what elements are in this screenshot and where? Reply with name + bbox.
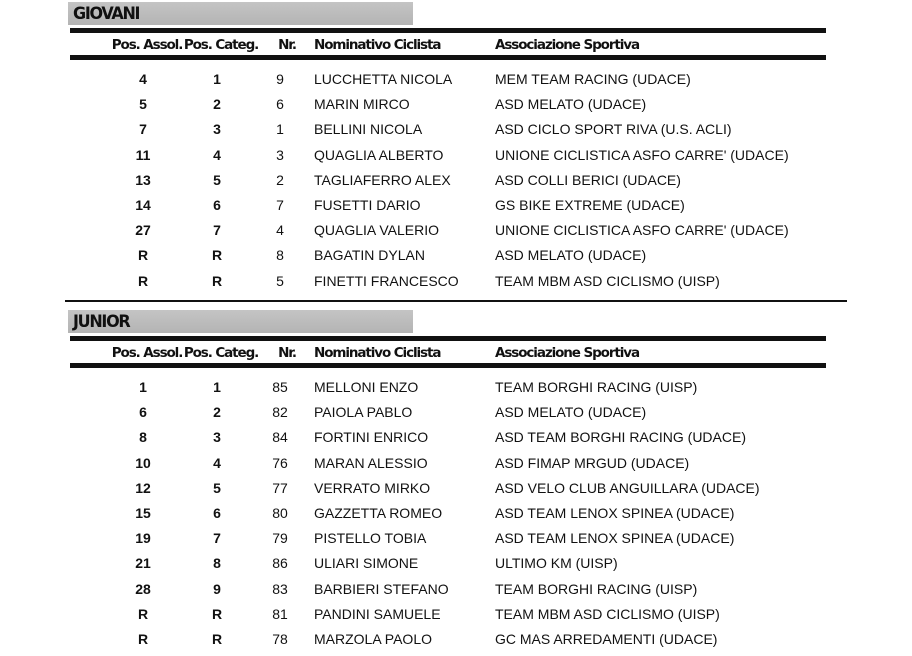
- pos-categ-cell-text: 8: [213, 555, 221, 572]
- pos-categ-cell-text: 9: [213, 580, 221, 597]
- header-top-rule: [70, 336, 826, 341]
- pos-assol-cell-text: 19: [135, 530, 151, 547]
- team-cell: ASD COLLI BERICI (UDACE): [495, 171, 681, 188]
- race-number-cell-text: 2: [276, 171, 284, 188]
- race-number-cell-text: 84: [272, 429, 288, 446]
- pos-categ-cell-text: R: [211, 247, 223, 264]
- team-cell: ASD VELO CLUB ANGUILLARA (UDACE): [495, 479, 760, 496]
- rider-name-cell: BAGATIN DYLAN: [314, 247, 425, 264]
- pos-assol-cell-text: R: [137, 272, 149, 289]
- rider-name-cell: PAIOLA PABLO: [314, 404, 413, 421]
- race-number-cell-text: 79: [272, 530, 288, 547]
- table-row: [0, 555, 912, 580]
- pos-categ-cell-text: 4: [213, 454, 221, 471]
- pos-assol-cell-text: 10: [135, 454, 151, 471]
- pos-categ-cell-text: 5: [213, 479, 221, 496]
- team-cell: TEAM BORGHI RACING (UISP): [495, 379, 698, 395]
- team-cell: ASD CICLO SPORT RIVA (U.S. ACLI): [495, 121, 732, 138]
- header-bottom-rule: [70, 55, 826, 60]
- header-nr: Nr.: [278, 37, 296, 53]
- race-number-cell-text: 1: [276, 121, 284, 138]
- table-row: [0, 505, 912, 530]
- pos-assol-cell-text: 6: [139, 404, 147, 421]
- pos-categ-cell-text: 7: [213, 222, 221, 239]
- team-cell: ASD TEAM BORGHI RACING (UDACE): [495, 429, 746, 446]
- table-row: [0, 172, 912, 197]
- team-cell: TEAM BORGHI RACING (UISP): [495, 580, 698, 597]
- pos-assol-cell-text: 28: [135, 580, 151, 597]
- rider-name-cell: PISTELLO TOBIA: [314, 530, 427, 547]
- pos-assol-cell-text: 11: [135, 146, 151, 163]
- team-cell: MEM TEAM RACING (UDACE): [495, 71, 691, 87]
- rider-name-cell: ULIARI SIMONE: [314, 555, 419, 572]
- race-number-cell-text: 86: [272, 555, 288, 572]
- rider-name-cell: GAZZETTA ROMEO: [314, 505, 443, 521]
- header-pos-categ: Pos. Categ.: [183, 345, 259, 361]
- rider-name-cell: MARIN MIRCO: [314, 96, 410, 113]
- pos-assol-cell-text: 7: [139, 121, 147, 138]
- header-nominativo: Nominativo Ciclista: [314, 37, 441, 53]
- race-number-cell-text: 80: [272, 505, 288, 521]
- rider-name-cell: QUAGLIA VALERIO: [314, 222, 440, 239]
- pos-categ-cell-text: 6: [213, 505, 221, 521]
- rider-name-cell: BARBIERI STEFANO: [314, 580, 449, 597]
- table-row: [0, 480, 912, 505]
- pos-categ-cell-text: 2: [213, 404, 221, 421]
- pos-categ-cell-text: 3: [213, 121, 221, 138]
- header-nr: Nr.: [278, 345, 296, 361]
- header-pos-categ: Pos. Categ.: [183, 37, 259, 53]
- pos-assol-cell-text: 4: [139, 71, 147, 87]
- table-row: [0, 222, 912, 247]
- table-row: [0, 147, 912, 172]
- pos-assol-cell-text: 8: [139, 429, 147, 446]
- table-row: [0, 96, 912, 121]
- rider-name-cell: LUCCHETTA NICOLA: [314, 71, 453, 87]
- pos-assol-cell-text: 21: [135, 555, 151, 572]
- team-cell: ASD MELATO (UDACE): [495, 247, 647, 264]
- rider-name-cell: TAGLIAFERRO ALEX: [314, 171, 451, 188]
- team-cell: ASD MELATO (UDACE): [495, 96, 647, 113]
- table-row: [0, 631, 912, 656]
- category-banner-junior: [68, 310, 413, 333]
- race-number-cell-text: 76: [272, 454, 288, 471]
- pos-categ-cell-text: R: [211, 605, 223, 622]
- table-row: [0, 71, 912, 96]
- header-nominativo: Nominativo Ciclista: [314, 345, 441, 361]
- race-number-cell-text: 85: [272, 379, 288, 395]
- header-associazione: Associazione Sportiva: [495, 345, 639, 361]
- team-cell: GS BIKE EXTREME (UDACE): [495, 197, 685, 213]
- table-row: [0, 121, 912, 146]
- pos-categ-cell-text: R: [211, 272, 223, 289]
- team-cell: ASD MELATO (UDACE): [495, 404, 647, 421]
- race-number-cell-text: 6: [276, 96, 284, 113]
- header-pos-assol: Pos. Assol.: [111, 345, 183, 361]
- table-row: [0, 273, 912, 298]
- table-row: [0, 247, 912, 272]
- team-cell: ASD TEAM LENOX SPINEA (UDACE): [495, 505, 735, 521]
- category-title: GIOVANI: [73, 3, 140, 24]
- pos-categ-cell-text: R: [211, 631, 223, 647]
- pos-assol-cell-text: 12: [135, 479, 151, 496]
- header-pos-assol: Pos. Assol.: [111, 37, 183, 53]
- header-bottom-rule: [70, 363, 826, 368]
- table-row: [0, 379, 912, 404]
- rider-name-cell: BELLINI NICOLA: [314, 121, 423, 138]
- rider-name-cell: MELLONI ENZO: [314, 379, 419, 395]
- team-cell: TEAM MBM ASD CICLISMO (UISP): [495, 605, 720, 622]
- rider-name-cell: PANDINI SAMUELE: [314, 605, 441, 622]
- team-cell: TEAM MBM ASD CICLISMO (UISP): [495, 272, 720, 289]
- table-row: [0, 581, 912, 606]
- pos-assol-cell-text: R: [137, 605, 149, 622]
- race-number-cell-text: 5: [276, 272, 284, 289]
- pos-assol-cell-text: R: [137, 247, 149, 264]
- pos-categ-cell-text: 1: [213, 379, 221, 395]
- race-number-cell-text: 4: [276, 222, 284, 239]
- pos-categ-cell-text: 2: [213, 96, 221, 113]
- pos-assol-cell-text: 15: [135, 505, 151, 521]
- rider-name-cell: MARZOLA PAOLO: [314, 631, 432, 647]
- race-number-cell-text: 8: [276, 247, 284, 264]
- rider-name-cell: MARAN ALESSIO: [314, 454, 428, 471]
- pos-categ-cell-text: 4: [213, 146, 221, 163]
- race-number-cell-text: 9: [276, 71, 284, 87]
- category-title: JUNIOR: [73, 311, 130, 332]
- pos-categ-cell-text: 6: [213, 197, 221, 213]
- race-number-cell-text: 81: [272, 605, 288, 622]
- pos-categ-cell-text: 5: [213, 171, 221, 188]
- pos-assol-cell-text: 14: [135, 197, 151, 213]
- header-top-rule: [70, 28, 826, 33]
- team-cell: ASD FIMAP MRGUD (UDACE): [495, 454, 690, 471]
- pos-assol-cell-text: 27: [135, 222, 151, 239]
- pos-assol-cell-text: R: [137, 631, 149, 647]
- team-cell: UNIONE CICLISTICA ASFO CARRE' (UDACE): [495, 146, 789, 163]
- team-cell: ULTIMO KM (UISP): [495, 555, 618, 572]
- rider-name-cell: FUSETTI DARIO: [314, 197, 421, 213]
- table-row: [0, 455, 912, 480]
- pos-assol-cell-text: 5: [139, 96, 147, 113]
- team-cell: UNIONE CICLISTICA ASFO CARRE' (UDACE): [495, 222, 789, 239]
- pos-categ-cell-text: 1: [213, 71, 221, 87]
- race-number-cell-text: 77: [272, 479, 288, 496]
- team-cell: ASD TEAM LENOX SPINEA (UDACE): [495, 530, 735, 547]
- table-row: [0, 530, 912, 555]
- race-number-cell-text: 83: [272, 580, 288, 597]
- table-row: [0, 404, 912, 429]
- pos-assol-cell-text: 1: [139, 379, 147, 395]
- table-row: [0, 606, 912, 631]
- pos-assol-cell-text: 13: [135, 171, 151, 188]
- race-number-cell-text: 78: [272, 631, 288, 647]
- race-number-cell-text: 3: [276, 146, 284, 163]
- table-row: [0, 429, 912, 454]
- header-associazione: Associazione Sportiva: [495, 37, 639, 53]
- rider-name-cell: FORTINI ENRICO: [314, 429, 429, 446]
- team-cell: GC MAS ARREDAMENTI (UDACE): [495, 631, 718, 647]
- race-number-cell-text: 82: [272, 404, 288, 421]
- rider-name-cell: QUAGLIA ALBERTO: [314, 146, 444, 163]
- race-number-cell-text: 7: [276, 197, 284, 213]
- rider-name-cell: FINETTI FRANCESCO: [314, 272, 459, 289]
- table-row: [0, 197, 912, 222]
- rider-name-cell: VERRATO MIRKO: [314, 479, 431, 496]
- section-divider: [65, 300, 847, 302]
- pos-categ-cell-text: 7: [213, 530, 221, 547]
- pos-categ-cell-text: 3: [213, 429, 221, 446]
- category-banner-giovani: [68, 2, 413, 25]
